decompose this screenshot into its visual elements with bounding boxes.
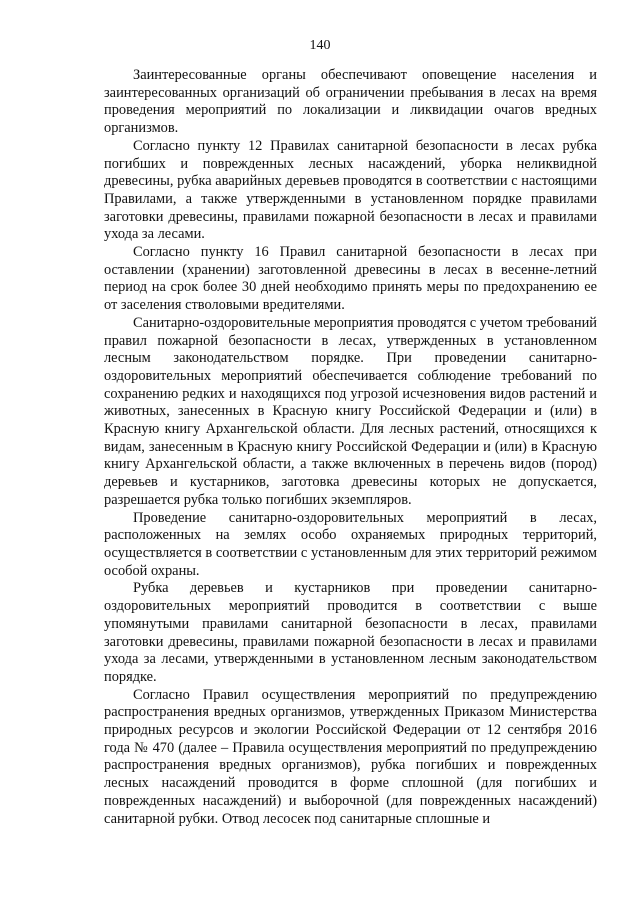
paragraph: Рубка деревьев и кустарников при проведении санитарно-оздоровительных мероприятий проводится в соответствии с выше упомянутыми правилами санитарной безопасности в лесах, правилами заготовки древесины, правилами пожарной безопасности в лесах и правилами ухода за лесами, утвержденными в установленном лесным законодательством порядке. <box>104 580 597 685</box>
page-number: 140 <box>309 38 331 53</box>
paragraph: Санитарно-оздоровительные мероприятия проводятся с учетом требований правил пожарной безопасности в лесах, утвержденных в установленном лесным законодательством порядке. При проведении санитарно-оздоровительных мероприятий обеспечивается соблюдение требований по сохранению редких и находящихся под угрозой исчезновения видов растений и животных, занесенных в Красную книгу Российской Федерации и (или) в Красную книгу Архангельской области. Для лесных растений, относящихся к видам, занесенным в Красную книгу Российской Федерации и (или) в Красную книгу Архангельской области, а также включенных в перечень видов (пород) деревьев и кустарников, заготовка древесины которых не допускается, разрешается рубка только погибших экземпляров. <box>104 314 597 508</box>
paragraph: Согласно пункту 16 Правил санитарной безопасности в лесах при оставлении (хранении) заготовленной древесины в лесах в весенне-летний период на срок более 30 дней необходимо принять меры по предохранению ее от заселения стволовыми вредителями. <box>104 244 597 314</box>
paragraph: Проведение санитарно-оздоровительных мероприятий в лесах, расположенных на землях особо охраняемых природных территорий, осуществляется в соответствии с установленным для этих территорий режимом особой охраны. <box>104 509 597 579</box>
paragraph: Согласно Правил осуществления мероприятий по предупреждению распространения вредных организмов, утвержденных Приказом Министерства природных ресурсов и экологии Российской Федерации от 12 сентября 2016 года № 470 (далее – Правила осуществления мероприятий по предупреждению распространения вредных организмов), рубка погибших и поврежденных лесных насаждений проводится в форме сплошной (для погибших и поврежденных насаждений) и выборочной (для поврежденных насаждений) санитарной рубки. Отвод лесосек под санитарные сплошные и <box>104 686 597 827</box>
paragraph: Согласно пункту 12 Правилах санитарной безопасности в лесах рубка погибших и поврежденных лесных насаждений, уборка неликвидной древесины, рубка аварийных деревьев проводятся в соответствии с настоящими Правилами, а также утвержденными в установленном порядке правилами заготовки древесины, правилами пожарной безопасности в лесах и правилами ухода за лесами. <box>104 137 597 243</box>
document-body <box>104 67 597 828</box>
paragraph: Заинтересованные органы обеспечивают оповещение населения и заинтересованных организаций об ограничении пребывания в лесах на время проведения мероприятий по локализации и ликвидации очагов вредных организмов. <box>104 67 597 137</box>
